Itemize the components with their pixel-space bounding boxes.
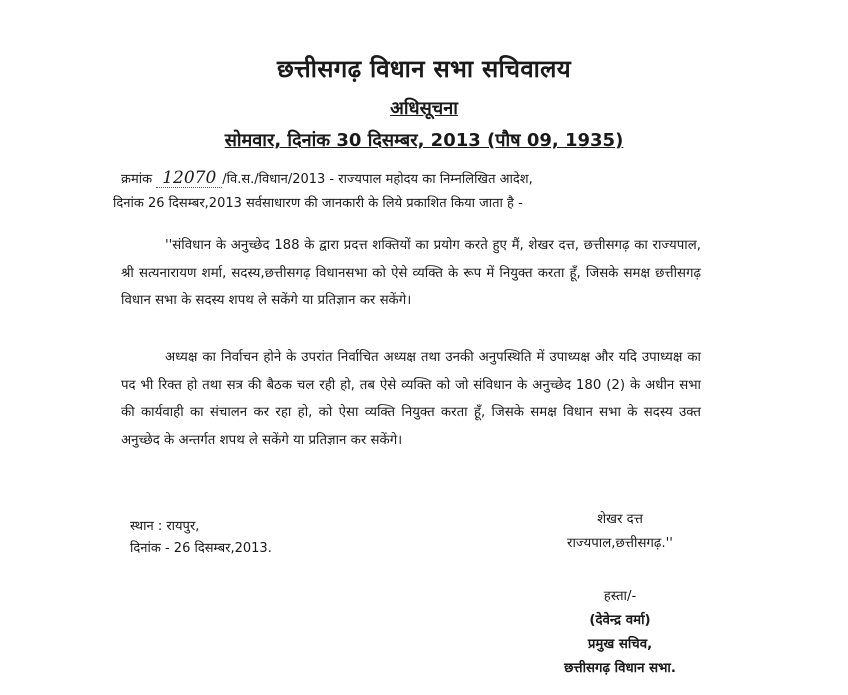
reference-suffix: /वि.स./विधान/2013 - राज्यपाल महोदय का निम्नलिखित आदेश,	[222, 172, 533, 187]
order-date-text: दिनांक - 26 दिसम्बर,2013.	[130, 541, 272, 556]
reference-number: 12070	[156, 169, 222, 188]
governor-signature	[520, 508, 720, 556]
order-paragraph-2: अध्यक्ष का निर्वाचन होने के उपरांत निर्वाचित अध्यक्ष तथा उनकी अनुपस्थिति में उपाध्यक्ष और यदि उपाध्यक्ष का पद भी रिक्त हो तथा सत्र की बैठक चल रही हो, तब ऐसे व्यक्ति को जो संविधान के अनुच्छेद 180 (2) के अधीन सभा की कार्यवाही का संचालन कर रहा हो, को ऐसा व्यक्ति नियुक्त करता हूँ, जिसके समक्ष विधान सभा के सदस्य उक्त अनुच्छेद के अन्तर्गत शपथ ले सकेंगे या प्रतिज्ञान कर सकेंगे।	[121, 350, 701, 448]
reference-line	[121, 168, 721, 192]
secretary-title: प्रमुख सचिव,	[587, 637, 653, 652]
governor-name: शेखर दत्त	[597, 512, 643, 527]
secretariat-title: छत्तीसगढ़ विधान सभा सचिवालय	[277, 55, 571, 83]
reference-line-2: दिनांक 26 दिसम्बर,2013 सर्वसाधारण की जानकारी के लिये प्रकाशित किया जाता है -	[113, 196, 523, 211]
secretary-org: छत्तीसगढ़ विधान सभा.	[564, 661, 676, 676]
reference-prefix: क्रमांक	[121, 172, 153, 187]
place-text: स्थान : रायपुर,	[130, 519, 200, 534]
order-paragraph-1: ''संविधान के अनुच्छेद 188 के द्वारा प्रदत्त शक्तियों का प्रयोग करते हुए मैं, शेखर दत्त, छत्तीसगढ़ का राज्यपाल, श्री सत्यनारायण शर्मा, सदस्य,छत्तीसगढ़ विधानसभा को ऐसे व्यक्ति के रूप में नियुक्त करता हूँ, जिसके समक्ष छत्तीसगढ़ विधान सभा के सदस्य शपथ ले सकेंगे या प्रतिज्ञान कर सकेंगे।	[121, 238, 701, 308]
publication-date: सोमवार, दिनांक 30 दिसम्बर, 2013 (पौष 09, 1935)	[224, 130, 624, 151]
secretary-name: (देवेन्द्र वर्मा)	[589, 613, 651, 628]
place-date-block	[130, 516, 272, 560]
signed-mark: हस्ता/-	[603, 589, 637, 604]
notification-heading: अधिसूचना	[390, 98, 458, 119]
secretary-signature	[520, 585, 720, 681]
governor-title: राज्यपाल,छत्तीसगढ़.''	[567, 536, 673, 551]
